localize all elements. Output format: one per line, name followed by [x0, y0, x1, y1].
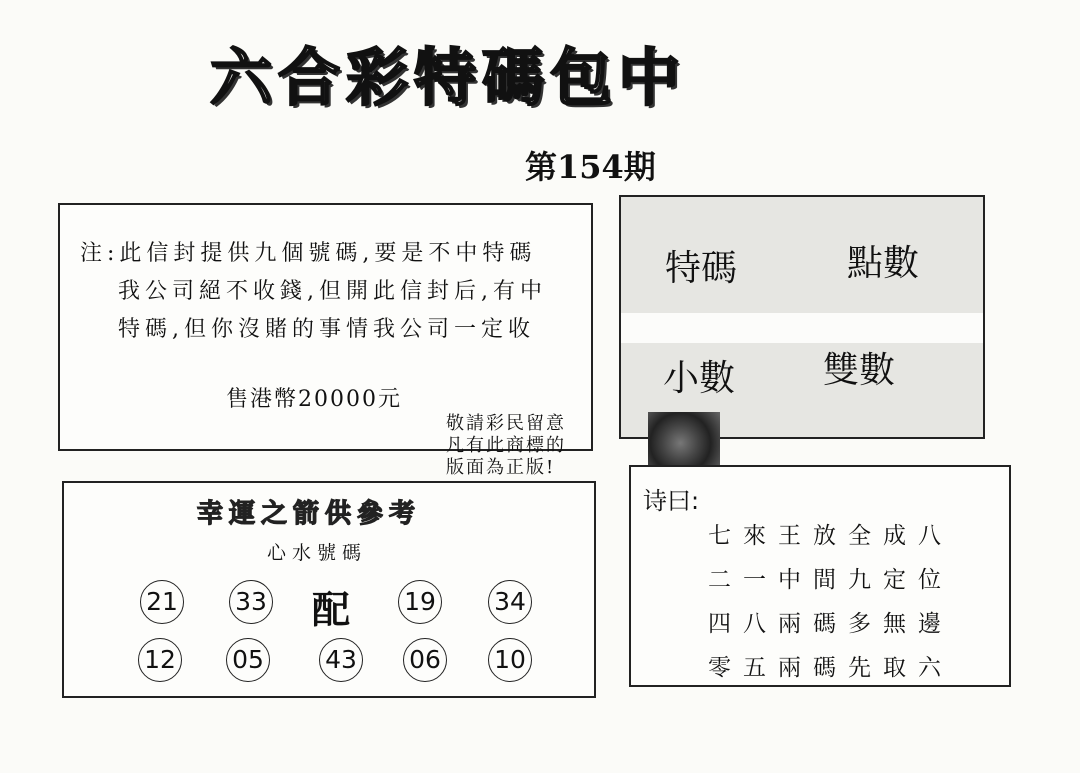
special-item: 特碼: [665, 248, 738, 289]
poem-label: 诗曰:: [643, 487, 700, 515]
notice-line: 特碼,但你沒賭的事情我公司一定收: [118, 317, 535, 342]
seal-line: 敬請彩民留意: [446, 413, 566, 434]
number-ball: 06: [403, 638, 447, 682]
number-ball: 12: [138, 638, 182, 682]
lucky-numbers-box: [62, 481, 596, 698]
divider: [621, 313, 983, 343]
poem-line: 七來王放全成八: [708, 523, 953, 549]
authenticity-note: [446, 413, 566, 479]
number-ball: 33: [229, 580, 273, 624]
poem-line: 二一中間九定位: [708, 567, 953, 593]
page-title: 六合彩特碼包中: [210, 41, 687, 114]
poem-text: [708, 514, 953, 690]
special-item: 點數: [847, 243, 920, 284]
seal-line: 凡有此商標的: [446, 435, 566, 456]
poem-box: [629, 465, 1011, 687]
notice-line: 注:此信封提供九個號碼,要是不中特碼: [80, 241, 537, 266]
lucky-title: 幸運之箭供參考: [197, 499, 422, 529]
special-number-box: [619, 195, 985, 439]
pair-label: 配: [312, 588, 351, 632]
number-ball: 43: [319, 638, 363, 682]
poem-line: 零五兩碼先取六: [708, 655, 953, 681]
poem-line: 四八兩碼多無邊: [708, 611, 953, 637]
number-ball: 05: [226, 638, 270, 682]
issue-number: 第154期: [525, 148, 656, 186]
notice-line: 我公司絕不收錢,但開此信封后,有中: [118, 279, 547, 304]
number-ball: 19: [398, 580, 442, 624]
number-ball: 10: [488, 638, 532, 682]
special-item: 小數: [663, 358, 736, 399]
heart-numbers-label: 心水號碼: [267, 542, 368, 564]
number-ball: 21: [140, 580, 184, 624]
notice-text: [80, 235, 547, 349]
seal-line: 版面為正版!: [446, 457, 556, 478]
price-text: 售港幣20000元: [226, 387, 402, 412]
special-item: 雙數: [823, 350, 896, 391]
number-ball: 34: [488, 580, 532, 624]
